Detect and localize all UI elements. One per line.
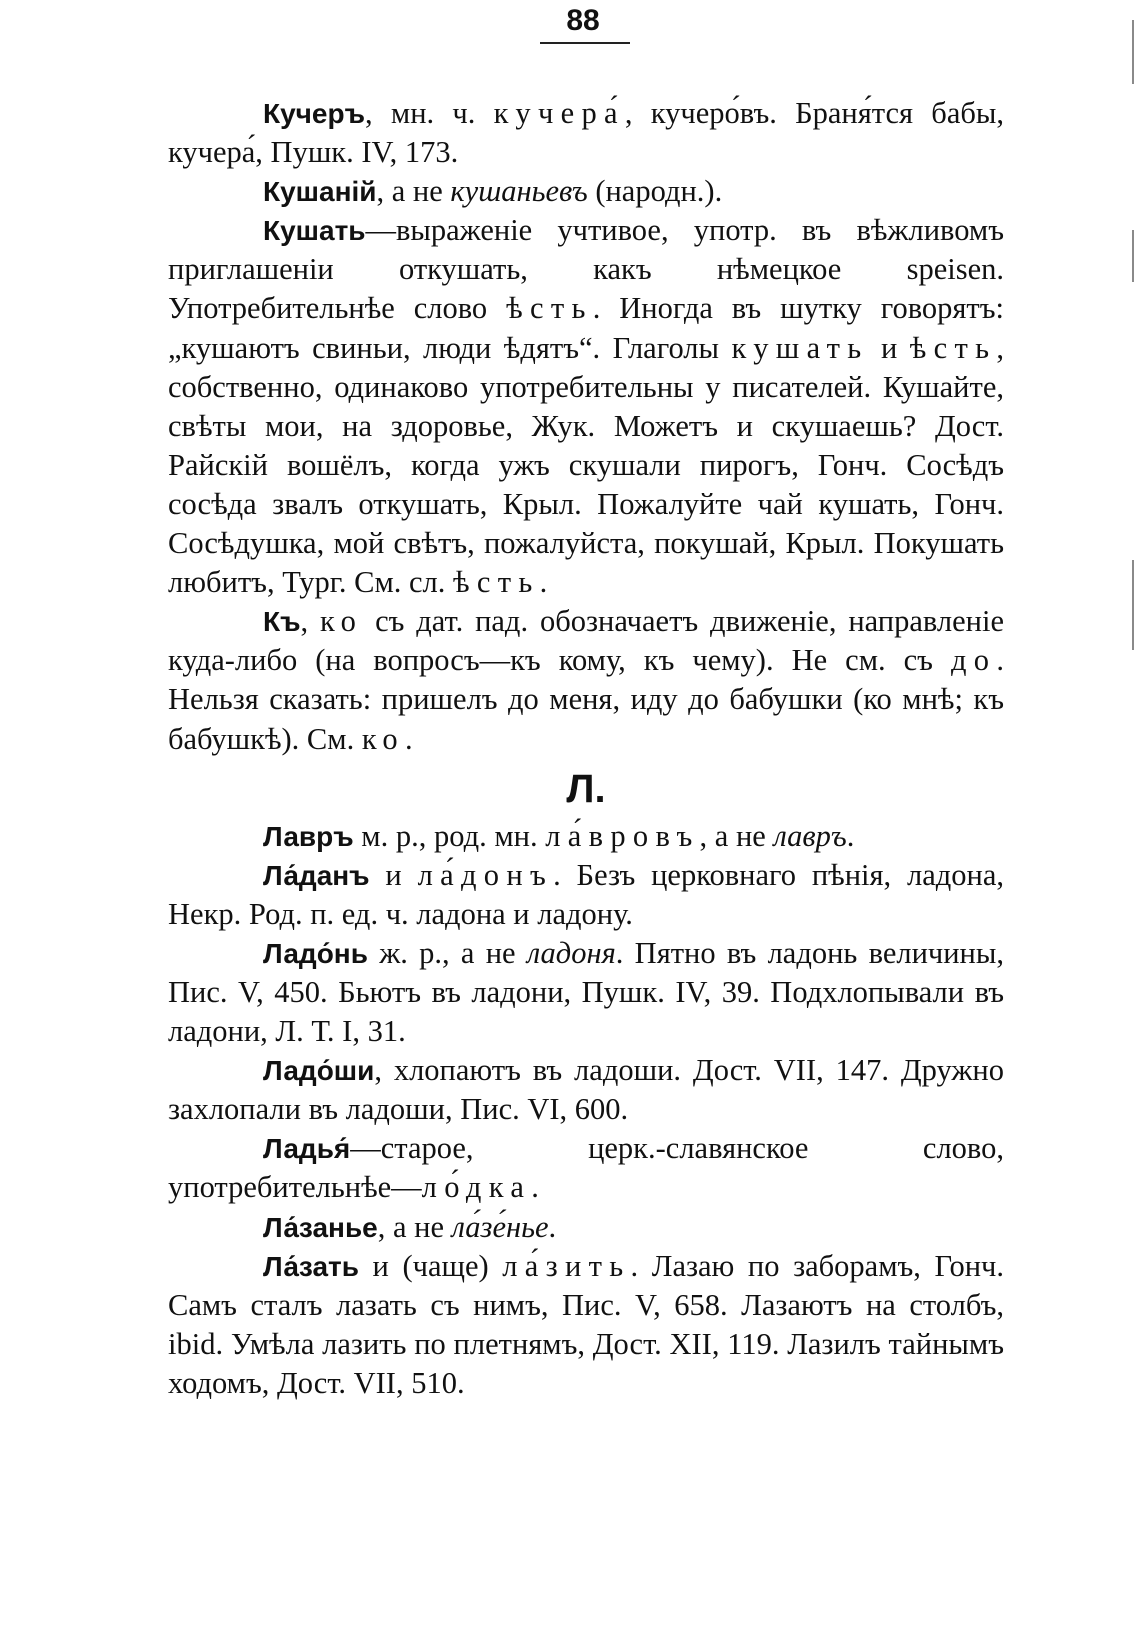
entry-text: , а не	[699, 818, 774, 853]
spaced-emphasis: ѣсть	[453, 565, 540, 600]
entry-text: ,	[300, 604, 321, 639]
entry-text: ж. р., а не	[367, 935, 527, 970]
dictionary-entry	[168, 1247, 1004, 1403]
incorrect-form: кушаньевъ	[450, 174, 588, 209]
entry-text: , а не	[376, 174, 451, 209]
entry-headword: Ла́данъ	[263, 859, 370, 891]
spaced-emphasis: ла́донъ	[417, 857, 554, 892]
dictionary-entry	[168, 172, 1004, 211]
entry-text: , собственно, одинаково употребительны у писателей. Кушайте, свѣты мои, на здоровье, Жук. Можетъ и скушаешь? Дост. Райскій вошёлъ, когда ужъ скушали пирогъ, Гонч. Сосѣдъ сосѣда звалъ откушать, Крыл. Пожалуйте чай кушать, Гонч. Сосѣдушка, мой свѣтъ, пожалуйста, покушай, Крыл. Покушать любитъ, Тург. См. сл.	[168, 330, 1004, 600]
entry-headword: Лавръ	[263, 820, 354, 852]
entry-text: .	[405, 721, 413, 756]
dictionary-entry	[168, 856, 1004, 934]
entry-headword: Ла́зать	[263, 1250, 359, 1282]
page-number: 88	[566, 4, 600, 37]
entry-headword: Кучеръ	[263, 98, 366, 129]
dictionary-entry	[168, 1051, 1004, 1129]
entries-letter-l	[168, 817, 1004, 1403]
entry-headword: Къ	[263, 606, 301, 638]
entry-text: .	[846, 818, 855, 853]
entry-text: .	[531, 1170, 539, 1205]
dictionary-entry	[168, 817, 1004, 856]
entry-text: . Иногда въ шутку говорятъ: „кушаютъ свиньи, люди ѣдятъ“. Глаголы	[168, 291, 1005, 365]
entry-headword: Кушаній	[263, 176, 377, 208]
dictionary-entry	[168, 94, 1004, 172]
spaced-emphasis: ло́дка	[421, 1170, 532, 1205]
entry-headword: Ладо́ши	[263, 1055, 375, 1087]
entry-text: , а не	[377, 1209, 452, 1244]
entry-headword: Ладо́нь	[263, 937, 368, 969]
entry-text: .	[548, 1209, 557, 1244]
dictionary-entry	[168, 1129, 1004, 1207]
incorrect-form: ла́зе́нье	[451, 1209, 549, 1244]
spaced-emphasis: до	[950, 643, 997, 678]
entry-headword: Ладья́	[263, 1133, 351, 1165]
spaced-emphasis: ко	[320, 604, 364, 639]
dictionary-entry	[168, 1208, 1004, 1247]
entry-text: , кучеро́въ. Браня́тся бабы, кучера́, Пушк. IV, 173.	[168, 96, 1004, 170]
spaced-emphasis: ла́вровъ	[545, 818, 700, 853]
entry-text: . Нельзя сказать: пришелъ до меня, иду до бабушки (ко мнѣ; къ бабушкѣ). См.	[168, 643, 1004, 756]
spaced-emphasis: кушать	[731, 330, 869, 365]
entry-text: .	[539, 565, 548, 600]
scan-edge-mark	[1132, 230, 1134, 282]
entry-text: , хлопаютъ въ ладоши. Дост. VII, 147. Дружно захлопали въ ладоши, Пис. VI, 600.	[168, 1053, 1004, 1127]
incorrect-form: ладоня	[526, 935, 616, 970]
entry-text: —выраженіе учтивое, употр. въ вѣжливомъ приглашеніи откушать, какъ нѣмецкое speisen. Употребительнѣе слово	[168, 213, 1004, 326]
entry-text: . Лазаю по заборамъ, Гонч. Самъ сталъ лазать съ нимъ, Пис. V, 658. Лазаютъ на столбъ, ibid. Умѣла лазить по плетнямъ, Дост. XII, 119. Лазилъ тайнымъ ходомъ, Дост. VII, 510.	[168, 1248, 1004, 1400]
incorrect-form: лавръ	[773, 818, 847, 853]
section-letter-heading: Л.	[566, 766, 606, 811]
dictionary-body	[168, 94, 1004, 1403]
entry-text: —старое, церк.-славянское слово, употребительнѣе—	[168, 1131, 1004, 1205]
spaced-emphasis: ѣсть	[506, 291, 593, 326]
entry-text: (народн.).	[587, 174, 723, 209]
scan-edge-mark	[1132, 560, 1134, 650]
spaced-emphasis: ла́зить	[502, 1248, 631, 1283]
page-number-rule	[540, 42, 630, 44]
entry-text: м. р., род. мн.	[353, 818, 546, 853]
scan-edge-mark	[1132, 20, 1134, 84]
entry-headword: Кушать	[263, 215, 366, 247]
entry-text: , мн. ч.	[365, 96, 494, 130]
entries-letter-k	[168, 94, 1004, 759]
dictionary-entry	[168, 602, 1004, 758]
entry-headword: Ла́занье	[263, 1211, 378, 1243]
dictionary-entry	[168, 211, 1004, 602]
entry-text: съ дат. пад. обозначаетъ движеніе, направленіе куда-либо (на вопросъ—къ кому, къ чему). Не см. съ	[168, 604, 1005, 678]
entry-text: и	[369, 857, 418, 892]
entry-text: . Безъ церковнаго пѣнія, ладона, Некр. Род. п. ед. ч. ладона и ладону.	[168, 857, 1004, 931]
spaced-emphasis: кучера́	[493, 96, 625, 130]
entry-text: . Пятно въ ладонь величины, Пис. V, 450. Бьютъ въ ладони, Пушк. IV, 39. Подхлопывали въ ладони, Л. Т. I, 31.	[168, 935, 1004, 1049]
dictionary-entry	[168, 934, 1004, 1051]
spaced-emphasis: ко	[361, 721, 405, 756]
entry-text: и (чаще)	[358, 1248, 503, 1283]
entry-text: и	[868, 330, 910, 365]
spaced-emphasis: ѣсть	[909, 330, 997, 365]
